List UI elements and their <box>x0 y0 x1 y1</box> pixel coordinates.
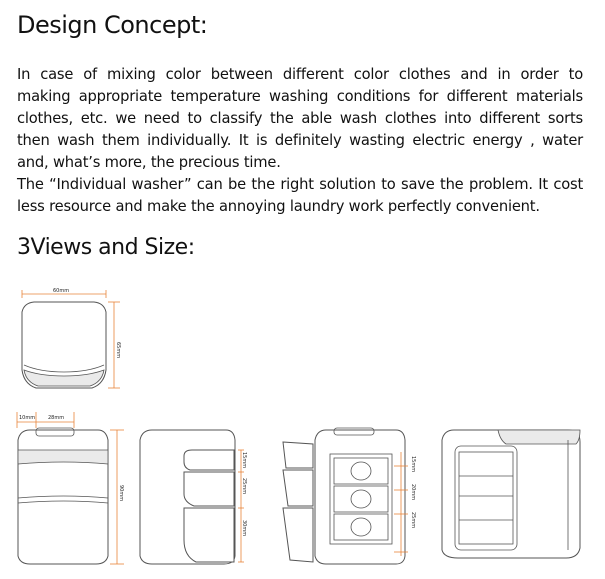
paragraph-line: The “Individual washer” can be the right solution to save the problem. It cost <box>17 176 583 193</box>
paragraph-line: making appropriate temperature washing conditions for different materials <box>17 88 583 105</box>
paragraph-line: and, what’s more, the precious time. <box>17 154 281 171</box>
views-and-size-heading: 3Views and Size: <box>17 235 195 260</box>
top-view <box>22 288 121 388</box>
paragraph-line: In case of mixing color between different color clothes and in order to <box>17 66 583 83</box>
dim-side-25: 25mm <box>241 478 247 495</box>
dim-front-handle: 28mm <box>48 415 65 421</box>
side-view <box>140 430 247 564</box>
dim-front-height: 90mm <box>118 485 124 502</box>
paragraph-line: then wash them individually. It is definitely wasting electric energy , water <box>17 132 583 149</box>
design-concept-heading: Design Concept: <box>17 11 208 39</box>
open-view <box>283 428 416 564</box>
dim-side-15: 15mm <box>241 452 247 469</box>
dim-front-left: 10mm <box>19 415 36 421</box>
back-view <box>442 430 580 558</box>
dim-side-30: 30mm <box>241 520 247 537</box>
paragraph-line: clothes, etc. we need to classify the able wash clothes into different sorts <box>17 110 583 127</box>
dim-open-25: 25mm <box>410 512 416 529</box>
dim-open-20: 20mm <box>410 484 416 501</box>
dim-top-width: 60mm <box>53 288 70 294</box>
front-view <box>17 412 124 564</box>
dim-top-depth: 65mm <box>115 342 121 359</box>
paragraph-line: less resource and make the annoying laundry work perfectly convenient. <box>17 198 540 215</box>
dim-open-15: 15mm <box>410 456 416 473</box>
